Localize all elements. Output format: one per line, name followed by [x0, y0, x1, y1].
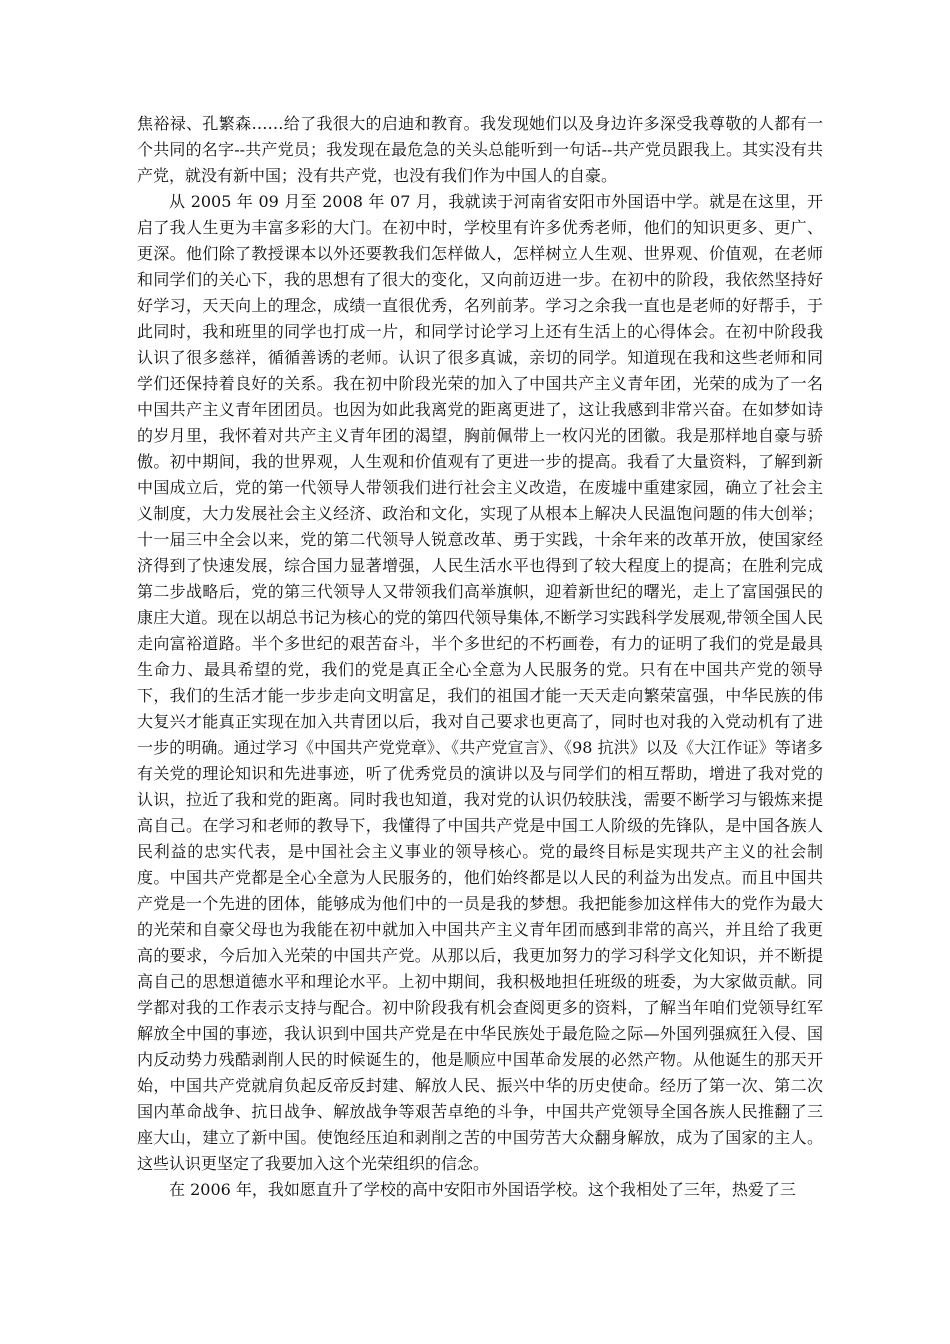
paragraph-3: 在 2006 年，我如愿直升了学校的高中安阳市外国语学校。这个我相处了三年，热爱了三: [169, 1180, 796, 1199]
paragraph-1: 焦裕禄、孔繁森……给了我很大的启迪和教育。我发现她们以及身边许多深受我尊敬的人都有一个共同的名字--共产党员；我发现在最危急的关头总能听到一句话--共产党员跟我上。其实没有共产党，就没有新中国；没有共产党，也没有我们作为中国人的自豪。: [137, 114, 823, 185]
document-body: [137, 111, 823, 1203]
paragraph-2: 从 2005 年 09 月至 2008 年 07 月，我就读于河南省安阳市外国语中学。就是在这里，开启了我人生更为丰富多彩的大门。在初中时，学校里有许多优秀老师，他们的知识更多、更广、更深。他们除了教授课本以外还要教我们怎样做人，怎样树立人生观、世界观、价值观，在老师和同学们的关心下，我的思想有了很大的变化，又向前迈进一步。在初中的阶段，我依然坚持好好学习，天天向上的理念，成绩一直很优秀，名列前茅。学习之余我一直也是老师的好帮手，于此同时，我和班里的同学也打成一片，和同学讨论学习上还有生活上的心得体会。在初中阶段我认识了很多慈祥，循循善诱的老师。认识了很多真诚，亲切的同学。知道现在我和这些老师和同学们还保持着良好的关系。我在初中阶段光荣的加入了中国共产主义青年团，光荣的成为了一名中国共产主义青年团团员。也因为如此我离党的距离更进了，这让我感到非常兴奋。在如梦如诗的岁月里，我怀着对共产主义青年团的渴望，胸前佩带上一枚闪光的团徽。我是那样地自豪与骄傲。初中期间，我的世界观，人生观和价值观有了更进一步的提高。我看了大量资料，了解到新中国成立后，党的第一代领导人带领我们进行社会主义改造，在废墟中重建家园，确立了社会主义制度，大力发展社会主义经济、政治和文化，实现了从根本上解决人民温饱问题的伟大创举；十一届三中全会以来，党的第二代领导人锐意改革、勇于实践，十余年来的改革开放，使国家经济得到了快速发展，综合国力显著增强，人民生活水平也得到了较大程度上的提高；在胜利完成第二步战略后，党的第三代领导人又带领我们高举旗帜，迎着新世纪的曙光，走上了富国强民的康庄大道。现在以胡总书记为核心的党的第四代领导集体,不断学习实践科学发展观,带领全国人民走向富裕道路。半个多世纪的艰苦奋斗，半个多世纪的不朽画卷，有力的证明了我们的党是最具生命力、最具希望的党，我们的党是真正全心全意为人民服务的党。只有在中国共产党的领导下，我们的生活才能一步步走向文明富足，我们的祖国才能一天天走向繁荣富强，中华民族的伟大复兴才能真正实现在加入共青团以后，我对自己要求也更高了，同时也对我的入党动机有了进一步的明确。通过学习《中国共产党党章》、《共产党宣言》、《98 抗洪》以及《大江作证》等诸多有关党的理论知识和先进事迹，听了优秀党员的演讲以及与同学们的相互帮助，增进了我对党的认识，拉近了我和党的距离。同时我也知道，我对党的认识仍较肤浅，需要不断学习与锻炼来提高自己。在学习和老师的教导下，我懂得了中国共产党是中国工人阶级的先锋队，是中国各族人民利益的忠实代表，是中国社会主义事业的领导核心。党的最终目标是实现共产主义的社会制度。中国共产党都是全心全意为人民服务的，他们始终都是以人民的利益为出发点。而且中国共产党是一个先进的团体，能够成为他们中的一员是我的梦想。我把能参加这样伟大的党作为最大的光荣和自豪父母也为我能在初中就加入中国共产主义青年团而感到非常的高兴，并且给了我更高的要求，今后加入光荣的中国共产党。从那以后，我更加努力的学习科学文化知识，并不断提高自己的思想道德水平和理论水平。上初中期间，我积极地担任班级的班委，为大家做贡献。同学都对我的工作表示支持与配合。初中阶段我有机会查阅更多的资料，了解当年咱们党领导红军解放全中国的事迹，我认识到中国共产党是在中华民族处于最危险之际—外国列强疯狂入侵、国内反动势力残酷剥削人民的时候诞生的，他是顺应中国革命发展的必然产物。从他诞生的那天开始，中国共产党就肩负起反帝反封建、解放人民、振兴中华的历史使命。经历了第一次、第二次国内革命战争、抗日战争、解放战争等艰苦卓绝的斗争，中国共产党领导全国各族人民推翻了三座大山，建立了新中国。使饱经压迫和剥削之苦的中国劳苦大众翻身解放，成为了国家的主人。这些认识更坚定了我要加入这个光荣组织的信念。: [137, 192, 823, 1173]
